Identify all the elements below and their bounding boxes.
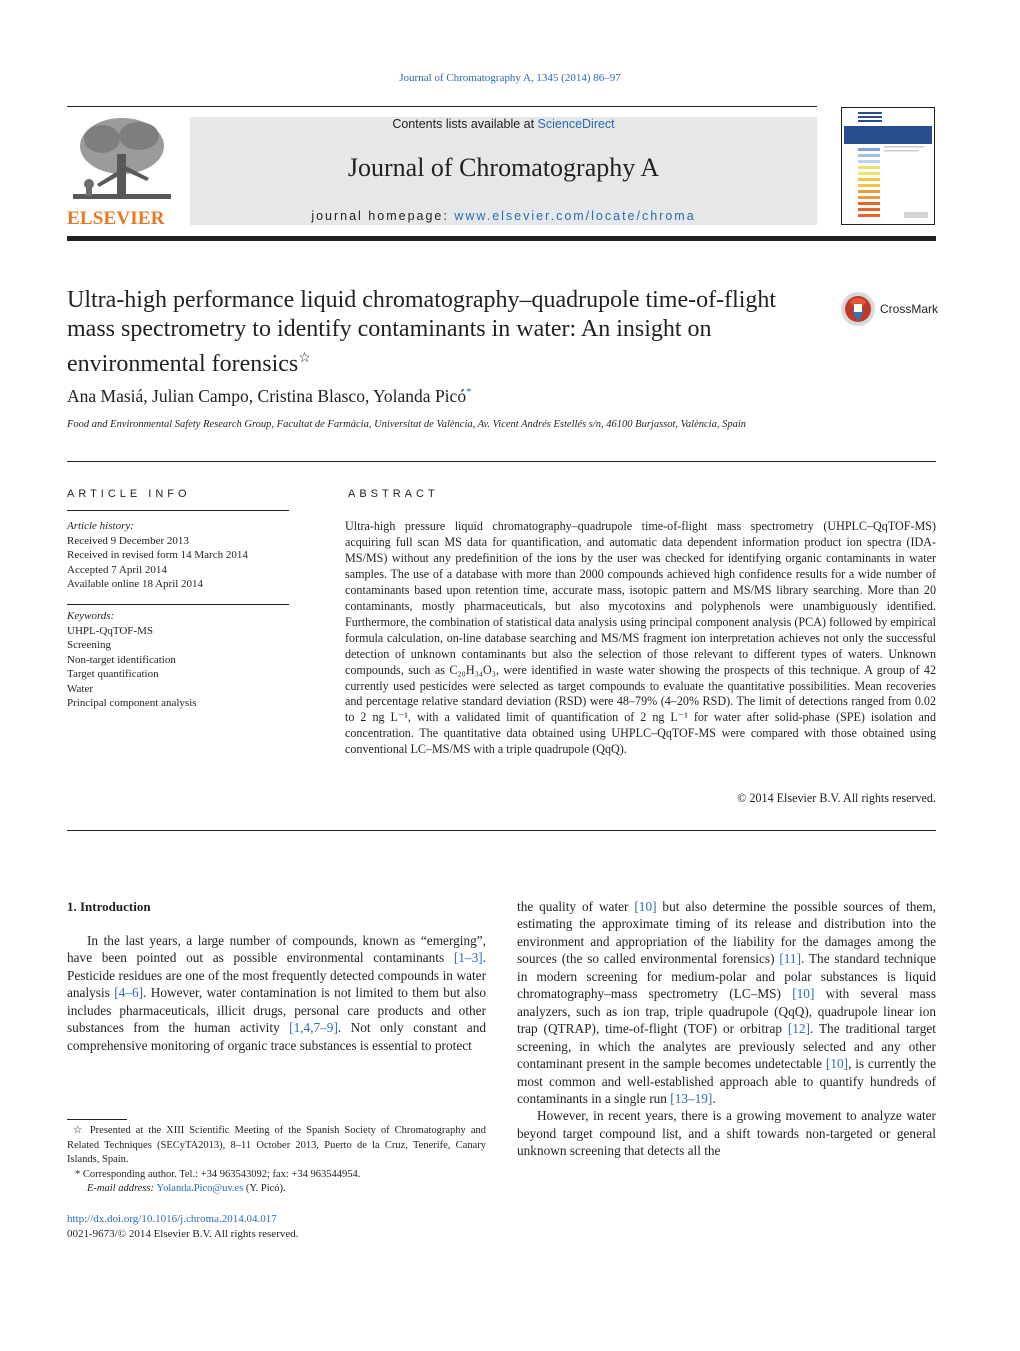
footnote-corresponding [67,1168,486,1183]
text-run: but also determine the possible sources of them, estimating the approximate timing of its release and distribution into the environment and appropriation of the liability for the damages among the sources (the so called environmental forensics) [517,899,936,967]
homepage-prefix: journal homepage: [311,209,455,223]
affiliation: Food and Environmental Safety Research Group, Facultat de Farmàcia, Universitat de València, Av. Vicent Andrés Estellés s/n, 46100 Burjassot, València, Spain [67,419,746,430]
intro-paragraph: However, in recent years, there is a growing movement to analyze water beyond target compound list, and a shift towards non-targeted or general unknown screening that detects all the [517,1108,936,1159]
intro-right-column [517,898,936,1160]
intro-paragraph [517,898,936,1107]
text-run: . The standard technique in modern screening for medium-polar and polar substances is liquid chromatography–mass spectrometry (LC–MS) [517,951,936,1002]
footnote-presented [67,1124,486,1168]
email-suffix: (Y. Picó). [243,1183,286,1194]
publisher-name: ELSEVIER [67,208,165,229]
article-title [67,286,827,379]
abstract-heading: ABSTRACT [348,488,439,500]
keywords-list [67,609,289,711]
text-run: with several mass analyzers, such as ion trap, triple quadrupole (QqQ), quadrupole linear ion trap (QTRAP), time-of-flight (TOF) or orbitrap [517,986,936,1037]
citation-link[interactable]: [10] [825,1056,849,1072]
journal-citation[interactable]: Journal of Chromatography A, 1345 (2014) 86–97 [399,72,621,84]
text-run: . The traditional target screening, in which the analytes are previously selected and any other contaminant present in the sample becomes undetectable [517,1021,936,1072]
citation-link[interactable]: [10] [792,986,815,1002]
keyword: Screening [67,639,111,651]
keyword: Target quantification [67,668,159,680]
footnotes [67,1124,486,1197]
journal-title: Journal of Chromatography A [347,153,660,182]
keyword: Principal component analysis [67,697,197,709]
text-run: . Pesticide residues are one of the most frequently detected compounds in water analysis [67,950,486,1001]
text-run: . However, water contamination is not limited to them but also includes pharmaceuticals, illicit drugs, personal care products and other substances from the human activity [67,985,487,1036]
footnote-rule [67,1119,127,1120]
header-thick-rule [67,236,936,241]
citation-link[interactable]: [13–19] [670,1090,713,1106]
keyword: UHPL-QqTOF-MS [67,624,153,637]
journal-cover-thumbnail[interactable] [841,107,935,225]
doi-block [67,1212,299,1242]
text-run: . Not only constant and comprehensive monitoring of organic trace substances is essential to protect [67,1020,486,1053]
citation-link[interactable]: [10] [634,899,657,914]
title-footnote-mark[interactable]: ☆ [298,351,311,366]
article-title-text: Ultra-high performance liquid chromatography–quadrupole time-of-flight mass spectrometry to identify contaminants in water: An insight on environmental forensics [67,287,777,377]
footnote-text: Corresponding author. Tel.: +34 963543092; fax: +34 963544954. [82,1168,361,1180]
history-accepted: Accepted 7 April 2014 [67,563,167,576]
footnote-mark: * [75,1168,81,1180]
intro-paragraph [67,932,486,1054]
citation-link[interactable]: [12] [787,1021,810,1037]
history-revised: Received in revised form 14 March 2014 [67,549,248,561]
article-info-heading: ARTICLE INFO [67,488,191,500]
citation-link[interactable]: [1–3] [453,950,483,966]
header-rule [67,106,817,107]
footnote-mark: ☆ [73,1125,85,1136]
footnote-text: Presented at the XIII Scientific Meeting of the Spanish Society of Chromatography and Related Techniques (SECyTA2013), 8–11 October 2013, Puerto de la Cruz, Tenerife, Canary Islands, Spain. [67,1125,486,1165]
crossmark-icon [840,290,880,330]
email-label: E-mail address: [87,1183,157,1194]
keywords-label: Keywords: [67,610,115,622]
crossmark-badge[interactable] [840,290,940,330]
abstract-end-rule [67,830,936,831]
contents-prefix: Contents lists available at [392,117,538,131]
intro-left-column [67,932,486,1054]
authors-text: Ana Masiá, Julian Campo, Cristina Blasco, Yolanda Picó [67,386,467,406]
corresponding-author-mark[interactable]: * [466,386,472,399]
homepage-link[interactable]: www.elsevier.com/locate/chroma [454,209,696,223]
keyword: Non-target identification [67,653,176,666]
text-run: . [712,1090,716,1106]
history-label: Article history: [67,520,134,532]
text-run: In the last years, a large number of compounds, known as “emerging”, have been pointed out as possible environmental contaminants [67,933,486,966]
homepage-line [190,209,817,223]
article-history [67,519,289,592]
doi-link[interactable]: http://dx.doi.org/10.1016/j.chroma.2014.04.017 [67,1213,277,1225]
section-heading-introduction: 1. Introduction [67,899,151,914]
text-run: , is currently the most common and well-established approach able to quantify hundreds of contaminants in a single run [517,1056,936,1106]
abstract-copyright: © 2014 Elsevier B.V. All rights reserved. [737,791,936,805]
article-info-rule [67,510,289,511]
citation-link[interactable]: [11] [779,951,802,967]
email-link[interactable]: Yolanda.Pico@uv.es [156,1183,244,1194]
abstract-text: Ultra-high pressure liquid chromatography–quadrupole time-of-flight mass spectrometry (UHPLC–QqTOF-MS) acquiring full scan MS data for quantification, and automatic data dependent information product ion spectra (IDA-MS/MS) without any predefinition of the ions by the user was checked for identifying organic contaminants in water samples. The use of a database with more than 2000 compounds achieved high confidence results for a wide number of contaminants based upon retention time, accurate mass, isotopic pattern and MS/MS library searching. More than 20 contaminants, mostly pharmaceuticals, but also mycotoxins and polyphenols were unambiguously identified. Furthermore, the combination of statistical data analysis using principal component analysis (PCA) followed by empirical formula calculation, on-line database searching and MS/MS fragment ion interpretation achieves not only the successful detection of unknown contaminants but also the selection of those relevant to different types of waters. Unknown compounds, such as C₂₀H₃₄O₃, were identified in waste water showing the prospects of this technique. A group of 42 currently used pesticides were selected as target compounds to evaluate the quantitative possibilities. Mean recoveries and percentage relative standard deviation (RSD) were 48–79% (4–20% RSD). The limit of detections ranged from 0.02 to 2 ng L⁻¹, with a validated limit of quantification of 2 ng L⁻¹ for water after solid-phase (SPE) isolation and concentration. The quantitative data obtained using UHPLC–QqTOF-MS were compared with those obtained using conventional LC–MS/MS with a triple quadrupole (QqQ). [345,519,936,757]
history-received: Received 9 December 2013 [67,534,189,547]
history-online: Available online 18 April 2014 [67,578,204,590]
text-run: the quality of water [517,899,635,914]
section-rule [67,461,936,462]
sciencedirect-link[interactable]: ScienceDirect [537,117,615,131]
contents-line [190,117,817,131]
crossmark-label: CrossMark [880,302,939,316]
author-list [67,386,827,407]
keywords-rule [67,604,289,605]
footnote-email [67,1182,486,1197]
issn-line: 0021-9673/© 2014 Elsevier B.V. All rights reserved. [67,1228,299,1240]
keyword: Water [67,682,93,695]
citation-link[interactable]: [1,4,7–9] [289,1020,338,1036]
citation-link[interactable]: [4–6] [114,985,144,1001]
